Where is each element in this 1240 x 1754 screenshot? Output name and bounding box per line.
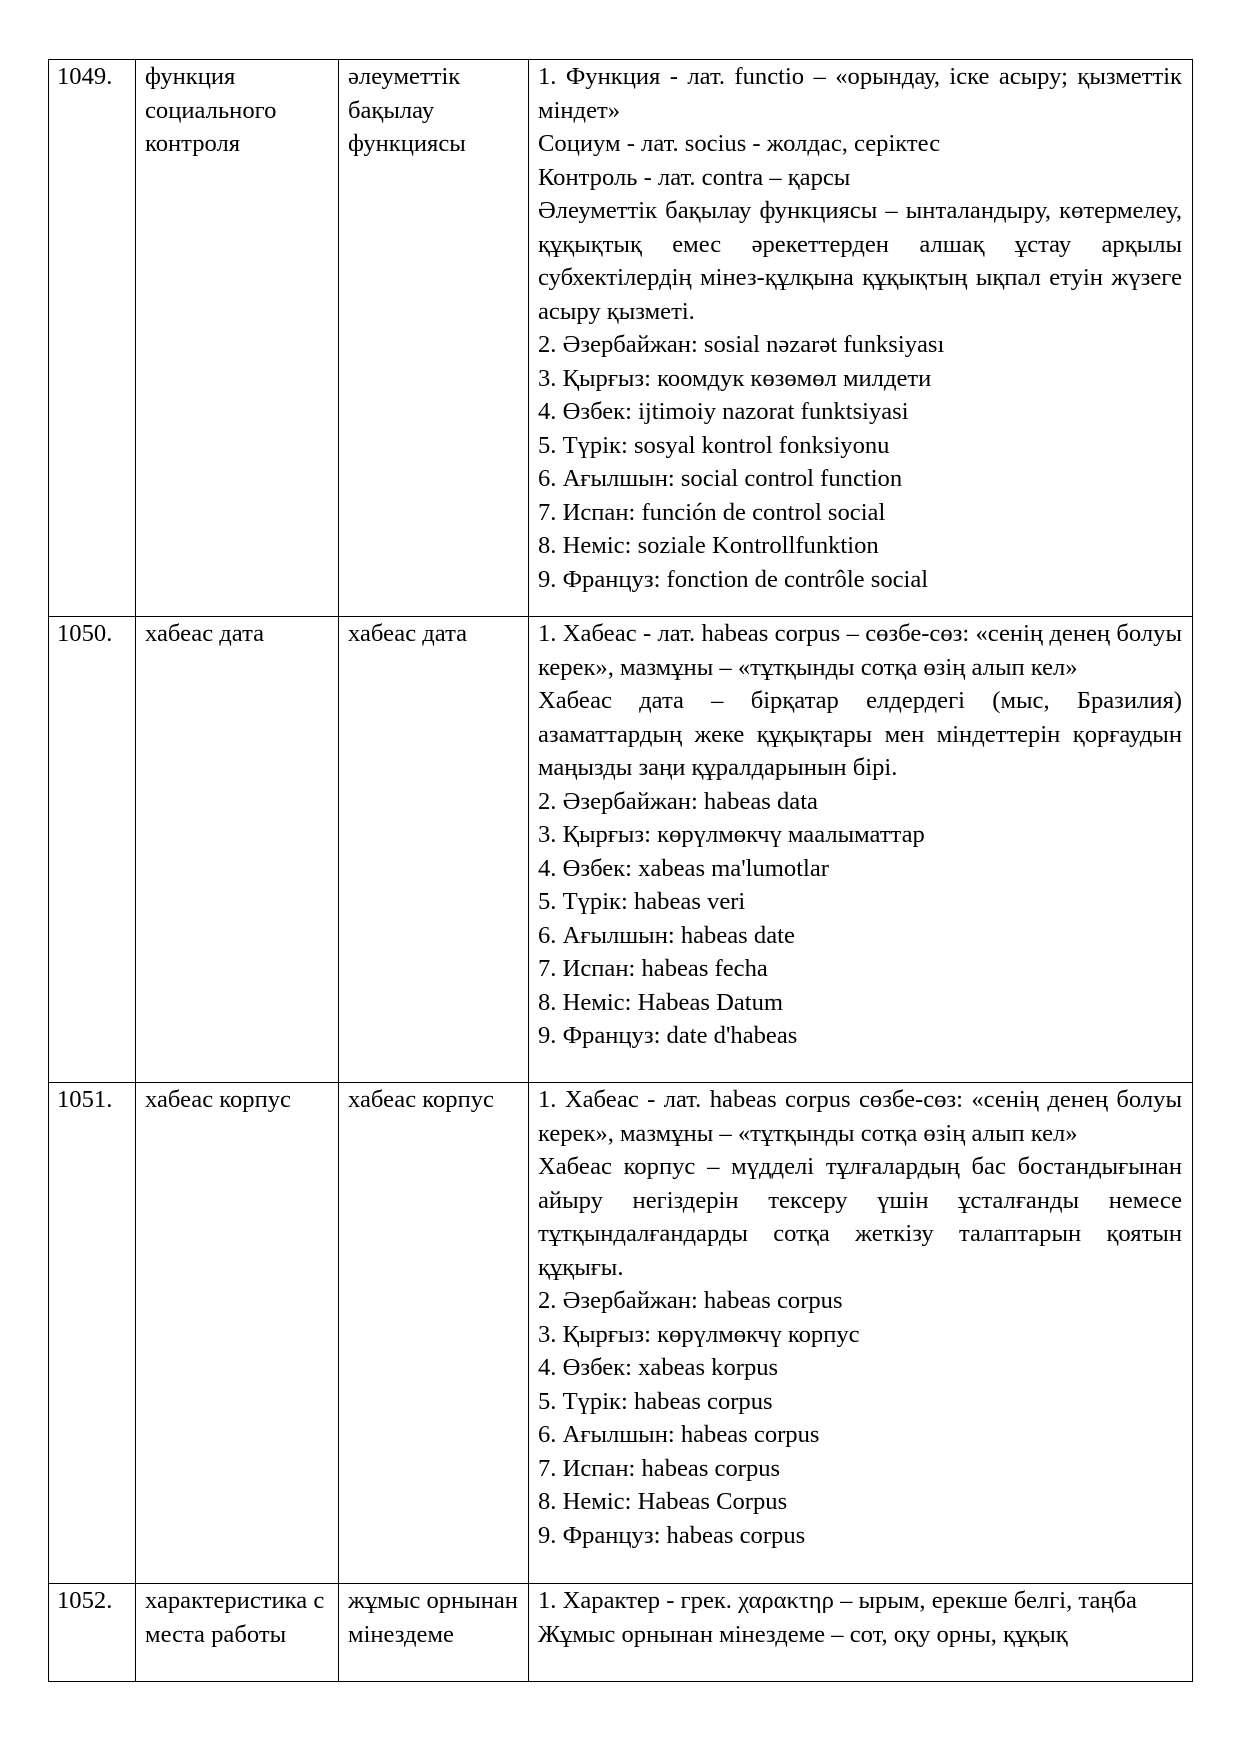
translation-english: 6. Ағылшын: habeas date — [538, 921, 795, 949]
entry-description — [529, 1584, 1193, 1682]
term-kazakh: хабеас корпус — [339, 1083, 529, 1584]
translation-uzbek: 4. Өзбек: xabeas korpus — [538, 1354, 779, 1381]
table-row — [49, 1083, 1193, 1584]
term-russian: характеристика с места работы — [136, 1584, 339, 1682]
translation-turkish: 5. Түрік: habeas veri — [538, 888, 746, 915]
translation-french: 9. Француз: date d'habeas — [538, 1022, 798, 1049]
term-kazakh: жұмыс орнынан мінездеме — [339, 1584, 529, 1682]
term-russian: функция социального контроля — [136, 60, 339, 617]
translation-english: 6. Ағылшын: habeas corpus — [538, 1421, 820, 1448]
translation-french: 9. Француз: habeas corpus — [538, 1521, 806, 1549]
term-kazakh: хабеас дата — [339, 617, 529, 1083]
translation-german: 8. Неміс: soziale Kontrollfunktion — [538, 532, 879, 559]
translation-azerbaijani: 2. Әзербайжан: sosial nəzarət funksiyası — [538, 331, 945, 358]
translation-azerbaijani: 2. Әзербайжан: habeas data — [538, 787, 818, 815]
translation-kyrgyz: 3. Қырғыз: коомдук көзөмөл милдети — [538, 364, 932, 392]
translation-turkish: 5. Түрік: habeas corpus — [538, 1387, 773, 1415]
translation-kyrgyz: 3. Қырғыз: көрүлмөкчү маалыматтар — [538, 821, 925, 848]
term-russian: хабеас дата — [136, 617, 339, 1083]
entry-number: 1050. — [49, 617, 136, 1083]
glossary-table — [48, 59, 1193, 1682]
definition-text: Әлеуметтік бақылау функциясы – ынталандыру, көтермелеу, құқықтық емес әрекеттерден алшақ ұстау арқылы субхектілердің мінез-құлқына құқықтың ықпал етуін жүзеге асыру қызметі. — [538, 197, 1182, 325]
etymology-line: 1. Характер - грек. χαρακτηρ – ырым, ерекше белгі, таңба — [538, 1587, 1137, 1614]
translation-german: 8. Неміс: Habeas Corpus — [538, 1488, 788, 1515]
etymology-line: Социум - лат. socius - жолдас, серіктес — [538, 130, 941, 157]
translation-turkish: 5. Түрік: sosyal kontrol fonksiyonu — [538, 431, 890, 459]
entry-description — [529, 60, 1193, 617]
translation-azerbaijani: 2. Әзербайжан: habeas corpus — [538, 1287, 843, 1314]
translation-spanish: 7. Испан: habeas corpus — [538, 1454, 781, 1482]
definition-text: Жұмыс орнынан мінездеме – сот, оқу орны, құқық — [538, 1620, 1068, 1648]
definition-text: Хабеас дата – бірқатар елдердегі (мыс, Бразилия) азаматтардың жеке құқықтары мен міндеттерін қорғаудын маңызды заңи құралдарынын бірі. — [538, 687, 1182, 781]
translation-german: 8. Неміс: Habeas Datum — [538, 988, 784, 1016]
translation-english: 6. Ағылшын: social control function — [538, 465, 903, 492]
entry-description — [529, 617, 1193, 1083]
entry-number: 1051. — [49, 1083, 136, 1584]
translation-kyrgyz: 3. Қырғыз: көрүлмөкчү корпус — [538, 1320, 860, 1348]
definition-text: Хабеас корпус – мүдделі тұлғалардың бас бостандығынан айыру негіздерін тексеру үшін ұсталғанды немесе тұтқындалғандарды сотқа жеткізу талаптарын қоятын құқығы. — [538, 1153, 1182, 1281]
term-kazakh: әлеуметтік бақылау функциясы — [339, 60, 529, 617]
etymology-line: 1. Функция - лат. functio – «орындау, іске асыру; қызметтік міндет» — [538, 63, 1182, 124]
translation-spanish: 7. Испан: habeas fecha — [538, 955, 768, 982]
translation-uzbek: 4. Өзбек: ijtimoiy nazorat funktsiyasi — [538, 398, 909, 425]
etymology-line: 1. Хабеас - лат. habeas corpus – сөзбе-сөз: «сенің денең болуы керек», мазмұны – «тұтқынды сотқа өзің алып кел» — [538, 620, 1182, 681]
translation-spanish: 7. Испан: función de control social — [538, 498, 886, 526]
glossary-page — [48, 59, 1192, 1682]
table-row — [49, 1584, 1193, 1682]
translation-french: 9. Француз: fonction de contrôle social — [538, 565, 929, 593]
table-row — [49, 60, 1193, 617]
entry-number: 1049. — [49, 60, 136, 617]
term-russian: хабеас корпус — [136, 1083, 339, 1584]
entry-description — [529, 1083, 1193, 1584]
translation-uzbek: 4. Өзбек: xabeas ma'lumotlar — [538, 854, 829, 882]
etymology-line: Контроль - лат. contra – қарсы — [538, 163, 851, 191]
table-row — [49, 617, 1193, 1083]
entry-number: 1052. — [49, 1584, 136, 1682]
etymology-line: 1. Хабеас - лат. habeas corpus сөзбе-сөз: «сенің денең болуы керек», мазмұны – «тұтқынды сотқа өзің алып кел» — [538, 1086, 1182, 1147]
